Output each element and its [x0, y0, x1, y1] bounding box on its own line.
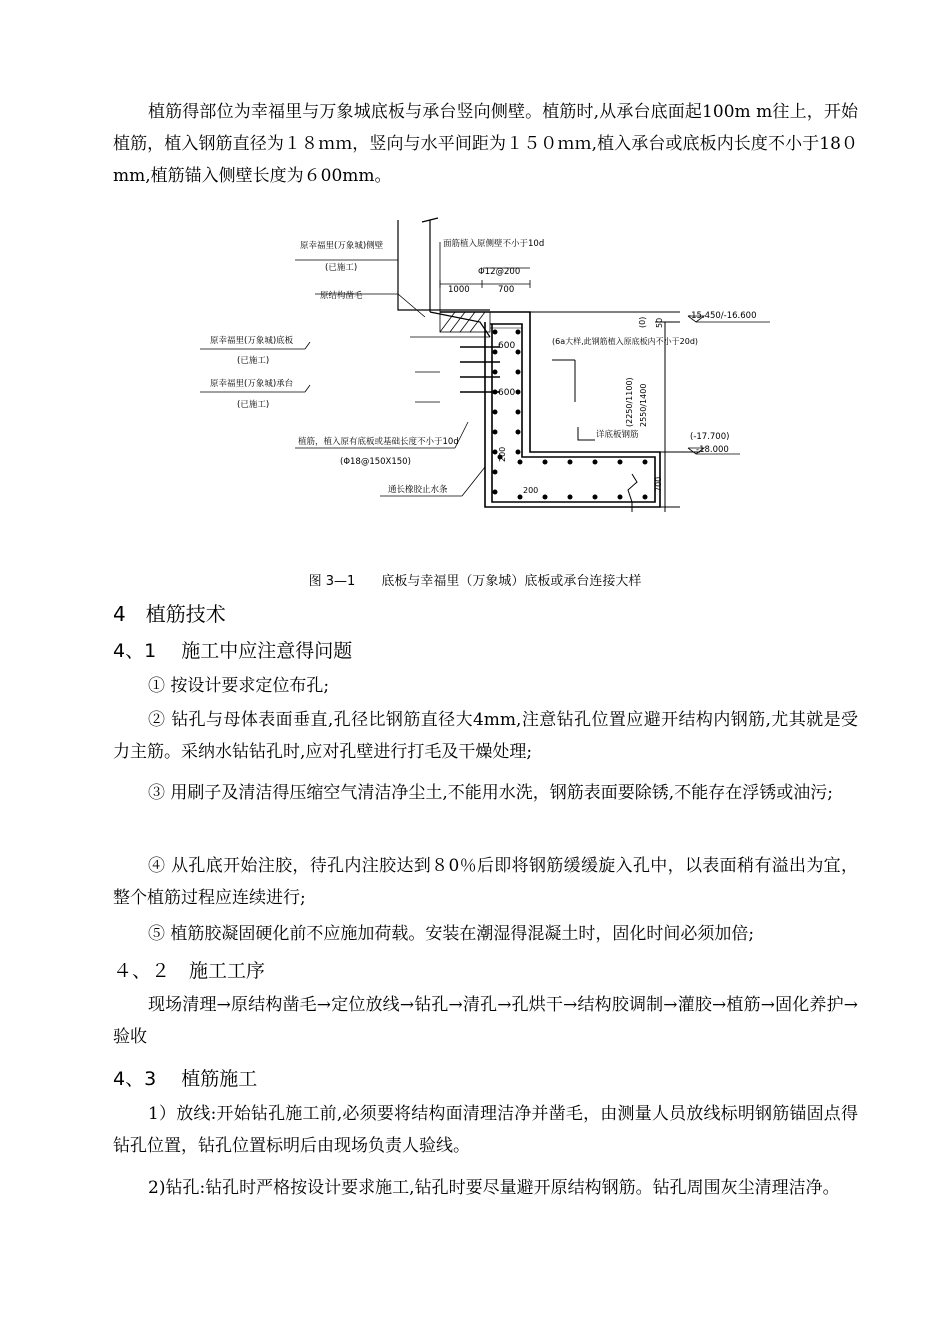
label-slab-done: (已施工) [237, 356, 270, 366]
section-4-2-title: ４、２ 施工工序 [113, 960, 266, 982]
dim-600-a: 600 [498, 341, 516, 351]
section-4-1-title: 4、1 施工中应注意得问题 [113, 640, 353, 662]
list-item: ② 钻孔与母体表面垂直,孔径比钢筋直径大4mm,注意钻孔位置应避开结构内钢筋,尤其就是受力主筋。采纳水钻钻孔时,应对孔壁进行打毛及干燥处理; [113, 710, 858, 762]
list-item: ③ 用刷子及清洁得压缩空气清洁净尘土,不能用水洗，钢筋表面要除锈,不能存在浮锈或油污; [148, 783, 833, 803]
dim-vert-b: 2550/1400 [639, 383, 648, 427]
connection-detail-drawing [200, 212, 780, 557]
list-item: ④ 从孔底开始注胶，待孔内注胶达到８0％后即将钢筋缓缓旋入孔中，以表面稍有溢出为宜，整个植筋过程应连续进行; [113, 856, 858, 908]
label-top-rebar: Φ12@200 [478, 267, 521, 277]
figure-caption: 图 3—1 底板与幸福里（万象城）底板或承台连接大样 [308, 574, 642, 589]
label-slab-orig: 原幸福里(万象城)底板 [210, 336, 294, 346]
label-waterstop: 通长橡胶止水条 [388, 485, 448, 495]
label-cap-orig: 原幸福里(万象城)承台 [210, 379, 294, 389]
section-4-3-title: 4、3 植筋施工 [113, 1068, 258, 1090]
elev-top: -15.450/-16.600 [688, 311, 757, 321]
dim-700-right: 700 [654, 476, 663, 492]
label-chisel: 原结构凿毛 [320, 291, 363, 301]
elev-bot-a: (-17.700) [690, 432, 730, 442]
list-item: 1）放线:开始钻孔施工前,必须要将结构面清理洁净并凿毛，由测量人员放线标明钢筋锚固点得钻孔位置，钻孔位置标明后由现场负责人验线。 [113, 1104, 858, 1156]
label-anchor-spec: (Φ18@150X150) [340, 457, 411, 467]
dim-50: 50 [655, 317, 664, 328]
label-large-note: (6a大样,此钢筋植入原底板内不小于20d) [552, 337, 699, 346]
label-anchor-note: 植筋，植入原有底板或基础长度不小于10d [298, 437, 459, 447]
dim-600-b: 600 [498, 388, 516, 398]
dim-200-a: 200 [498, 446, 507, 462]
process-flow-text: 现场清理→原结构凿毛→定位放线→钻孔→清孔→孔烘干→结构胶调制→灌胶→植筋→固化养护→验收 [113, 995, 858, 1047]
dim-700-top: 700 [498, 285, 515, 295]
list-item: ① 按设计要求定位布孔; [148, 676, 330, 696]
intro-paragraph: 植筋得部位为幸福里与万象城底板与承台竖向侧壁。植筋时,从承台底面起100m m往上，开始植筋，植入钢筋直径为１８ｍｍ，竖向与水平间距为１５０ｍｍ,植入承台或底板内长度不小于18０mm,植筋锚入侧壁长度为６00mm。 [113, 102, 858, 186]
label-wall-orig: 原幸福里(万象城)侧壁 [300, 241, 384, 251]
dim-vert-a: (2250/1100) [625, 377, 634, 427]
dim-0: (0) [638, 316, 647, 328]
list-item: 2)钻孔:钻孔时严格按设计要求施工,钻孔时要尽量避开原结构钢筋。钻孔周围灰尘清理洁净。 [148, 1178, 840, 1198]
section-4-title: 4 植筋技术 [113, 602, 226, 626]
dim-200-b: 200 [523, 486, 539, 495]
list-item: ⑤ 植筋胶凝固硬化前不应施加荷载。安装在潮湿得混凝土时，固化时间必须加倍; [148, 924, 755, 944]
dim-1000: 1000 [448, 285, 470, 295]
label-wall-done: (已施工) [325, 263, 358, 273]
label-cap-done: (已施工) [237, 400, 270, 410]
elev-bot-b: -18.000 [696, 445, 729, 455]
label-top-note: 面筋植入原侧壁不小于10d [443, 239, 545, 249]
label-detail-ref: 详底板钢筋 [596, 430, 639, 440]
